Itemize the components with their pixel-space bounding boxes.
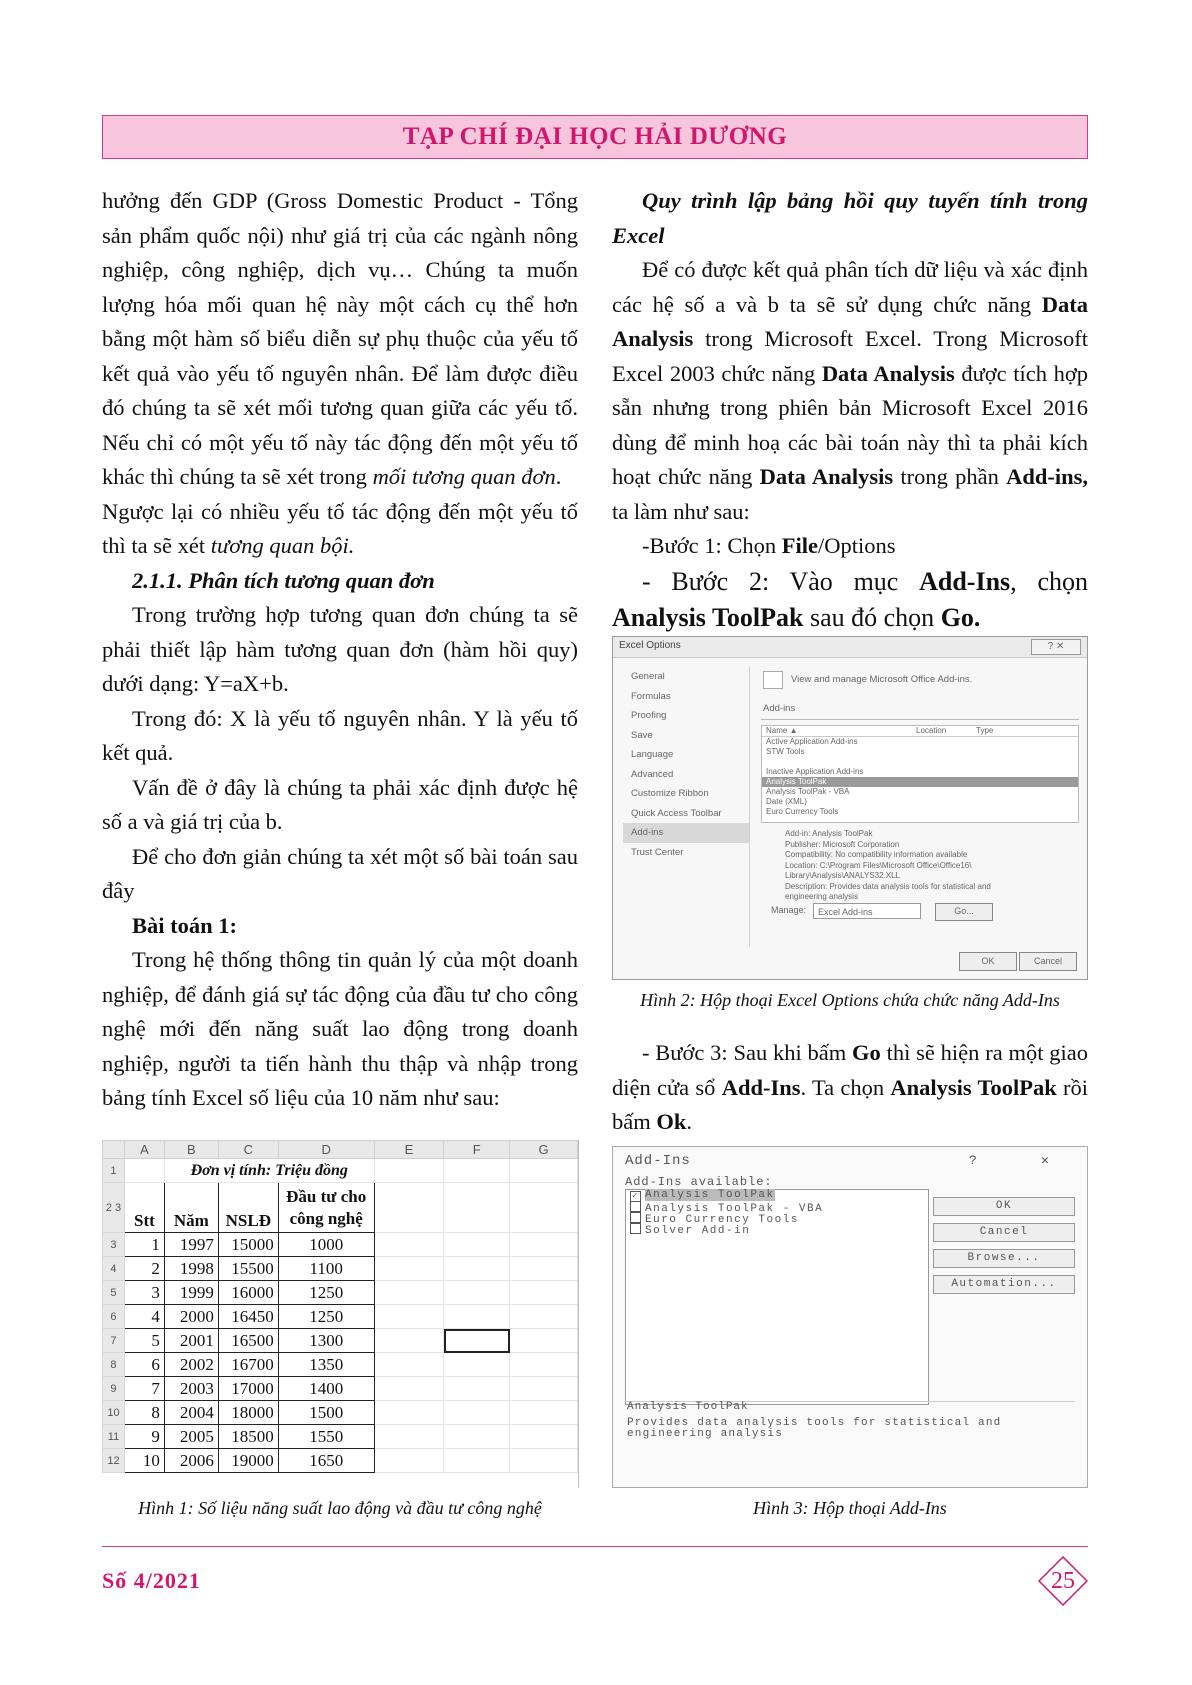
header-nsld: NSLĐ: [218, 1183, 278, 1233]
column-letter: D: [278, 1141, 374, 1159]
list-item[interactable]: Date (XML): [766, 797, 807, 806]
cell-investment: 1250: [278, 1281, 374, 1305]
addins-panel: [761, 669, 1079, 971]
cell: [444, 1353, 510, 1377]
cell-year: 2006: [164, 1449, 218, 1473]
row-number: 1: [103, 1159, 125, 1183]
cell: [374, 1159, 444, 1183]
cell: [510, 1401, 578, 1425]
info-line: Description: Provides data analysis tools for statistical and: [785, 881, 991, 891]
addin-label: Solver Add-in: [645, 1225, 751, 1237]
cell-stt: 5: [124, 1329, 164, 1353]
cell-nsld: 16500: [218, 1329, 278, 1353]
row-number: 10: [103, 1401, 125, 1425]
table-row: [103, 1281, 578, 1305]
problem-heading: Bài toán 1:: [132, 912, 238, 938]
cell-investment: 1300: [278, 1329, 374, 1353]
cell-investment: 1650: [278, 1449, 374, 1473]
manage-label: Manage:: [771, 905, 807, 915]
cell-investment: 1500: [278, 1401, 374, 1425]
table-row: [103, 1257, 578, 1281]
cell: [510, 1183, 578, 1233]
cell-investment: 1100: [278, 1257, 374, 1281]
cell-stt: 7: [124, 1377, 164, 1401]
cell-nsld: 18000: [218, 1401, 278, 1425]
cell: [444, 1449, 510, 1473]
paragraph: Trong hệ thống thông tin quản lý của một doanh nghiệp, để đánh giá sự tác động của đầu tư cho công nghệ mới đến năng suất lao động trong doanh nghiệp, người ta tiến hành thu thập và nhập trong bảng tính Excel số liệu của 10 năm như sau:: [102, 947, 578, 1110]
cell: [510, 1257, 578, 1281]
info-line: Location: C:\Program Files\Microsoft Office\Office16\: [785, 860, 972, 870]
section-label: Add-ins: [761, 703, 1079, 720]
paragraph: hưởng đến GDP (Gross Domestic Product - Tổng sản phẩm quốc nội) như giá trị của các ngành nông nghiệp, công nghiệp, dịch vụ… Chúng ta muốn lượng hóa mối quan hệ này một cách cụ thể hơn bằng một hàm số biểu diễn sự phụ thuộc của yếu tố kết quả vào yếu tố nguyên nhân. Để làm được điều đó chúng ta sẽ xét mối tương quan giữa các yếu tố. Nếu chỉ có một yếu tố này tác động đến một yếu tố khác thì chúng ta sẽ xét trong mối tương quan đơn.: [102, 188, 578, 489]
cell: [124, 1159, 164, 1183]
header-stt: Stt: [124, 1183, 164, 1233]
cell: [510, 1159, 578, 1183]
column-letter: B: [164, 1141, 218, 1159]
addins-available-list[interactable]: [625, 1189, 929, 1405]
cell-nsld: 17000: [218, 1377, 278, 1401]
options-nav: [623, 667, 750, 947]
unit-label: Đơn vị tính: Triệu đồng: [164, 1159, 374, 1183]
checkbox[interactable]: [630, 1212, 641, 1223]
section-heading: 2.1.1. Phân tích tương quan đơn: [132, 567, 435, 593]
step-1: -Bước 1: Chọn File/Options: [642, 533, 896, 558]
figure-2-caption: Hình 2: Hộp thoại Excel Options chứa chức năng Add-Ins: [640, 990, 1060, 1010]
cell-year: 2004: [164, 1401, 218, 1425]
table-row: [103, 1377, 578, 1401]
description-group: [625, 1401, 1075, 1479]
checkbox[interactable]: [630, 1201, 641, 1212]
cell-investment: 1400: [278, 1377, 374, 1401]
column-letter: E: [374, 1141, 444, 1159]
available-label: Add-Ins available:: [625, 1175, 773, 1189]
list-item[interactable]: Inactive Application Add-ins: [766, 767, 864, 776]
header-row: [103, 1183, 578, 1233]
cell: [444, 1183, 510, 1233]
figure-1-spreadsheet: [102, 1140, 579, 1488]
cell-nsld: 19000: [218, 1449, 278, 1473]
panel-description: View and manage Microsoft Office Add-ins.: [791, 674, 973, 685]
cell: [374, 1329, 444, 1353]
addin-label: Analysis ToolPak: [645, 1189, 775, 1201]
cell: [374, 1353, 444, 1377]
list-item[interactable]: STW Tools: [766, 747, 805, 756]
row-number: 8: [103, 1353, 125, 1377]
list-item[interactable]: Active Application Add-ins: [766, 737, 858, 746]
cell-stt: 10: [124, 1449, 164, 1473]
cell: [444, 1233, 510, 1257]
close-icon[interactable]: ✕: [1041, 1153, 1049, 1168]
cell: [444, 1159, 510, 1183]
cell: [374, 1305, 444, 1329]
figure-2-excel-options-dialog: [612, 636, 1088, 980]
cancel-button[interactable]: Cancel: [933, 1223, 1075, 1242]
cell: [374, 1281, 444, 1305]
row-number: 7: [103, 1329, 125, 1353]
issue-number: Số 4/2021: [102, 1568, 201, 1593]
cell: [510, 1305, 578, 1329]
journal-title: TẠP CHÍ ĐẠI HỌC HẢI DƯƠNG: [402, 123, 788, 150]
addin-item[interactable]: [626, 1190, 928, 1201]
cell: [374, 1449, 444, 1473]
figure-3-addins-dialog: [612, 1146, 1088, 1488]
cell: [444, 1281, 510, 1305]
cell: [510, 1329, 578, 1353]
journal-header: [102, 115, 1088, 159]
cell: [374, 1377, 444, 1401]
cell-stt: 1: [124, 1233, 164, 1257]
section-heading: Quy trình lập bảng hồi quy tuyến tính trong Excel: [612, 188, 1088, 248]
addins-list[interactable]: [761, 725, 1079, 823]
column-letter: F: [444, 1141, 510, 1159]
cell-nsld: 16000: [218, 1281, 278, 1305]
list-item[interactable]: Euro Currency Tools: [766, 807, 839, 816]
row-number: 6: [103, 1305, 125, 1329]
step-2: - Bước 2: Vào mục Add-Ins, chọn Analysis ToolPak sau đó chọn Go.: [612, 566, 1088, 632]
paragraph: Để cho đơn giản chúng ta xét một số bài toán sau đây: [102, 843, 578, 903]
figure-1-caption: Hình 1: Số liệu năng suất lao động và đầu tư công nghệ: [138, 1498, 542, 1518]
paragraph: Để có được kết quả phân tích dữ liệu và xác định các hệ số a và b ta sẽ sử dụng chức năng Data Analysis trong Microsoft Excel. Trong Microsoft Excel 2003 chức năng Data Analysis được tích hợp sẵn nhưng trong phiên bản Microsoft Excel 2016 dùng để minh hoạ các bài toán này thì ta phải kích hoạt chức năng Data Analysis trong phần Add-ins, ta làm như sau:: [612, 257, 1088, 524]
row-number: 11: [103, 1425, 125, 1449]
ok-button[interactable]: OK: [959, 952, 1017, 971]
row-number: 4: [103, 1257, 125, 1281]
manage-select[interactable]: Excel Add-ins: [813, 903, 921, 919]
row-number: 3: [103, 1233, 125, 1257]
table-row: [103, 1353, 578, 1377]
table-row: [103, 1425, 578, 1449]
cell-stt: 8: [124, 1401, 164, 1425]
unit-row: [103, 1159, 578, 1183]
selected-cell: [444, 1329, 510, 1353]
spreadsheet-grid: [102, 1140, 578, 1473]
nav-item[interactable]: Add-ins: [623, 823, 749, 843]
paragraph: Trong trường hợp tương quan đơn chúng ta sẽ phải thiết lập hàm tương quan đơn (hàm hồi quy) dưới dạng: Y=aX+b.: [102, 602, 578, 696]
column-letter: G: [510, 1141, 578, 1159]
dialog-title: Add-Ins: [625, 1153, 691, 1169]
cell-year: 1997: [164, 1233, 218, 1257]
cell-year: 2003: [164, 1377, 218, 1401]
right-column-continued: [612, 1036, 1088, 1140]
corner-cell: [103, 1141, 125, 1159]
cell: [374, 1233, 444, 1257]
cell-stt: 2: [124, 1257, 164, 1281]
cell: [510, 1377, 578, 1401]
cell: [510, 1425, 578, 1449]
header-dautu: Đầu tư cho công nghệ: [278, 1183, 374, 1233]
info-line: engineering analysis: [785, 892, 858, 901]
addin-item[interactable]: [626, 1212, 928, 1226]
row-number: 5: [103, 1281, 125, 1305]
cell-nsld: 16700: [218, 1353, 278, 1377]
title-bar: [613, 637, 1087, 658]
cell-stt: 4: [124, 1305, 164, 1329]
column-letter: A: [124, 1141, 164, 1159]
list-item[interactable]: [762, 757, 1078, 767]
table-row: [103, 1329, 578, 1353]
cell-nsld: 18500: [218, 1425, 278, 1449]
group-description: Provides data analysis tools for statistical and engineering analysis: [627, 1417, 1002, 1440]
table-row: [103, 1449, 578, 1473]
page-number: 25: [1051, 1568, 1075, 1594]
page-number-badge: [1038, 1556, 1088, 1606]
row-number: 2 3: [103, 1183, 125, 1233]
nav-item[interactable]: Quick Access Toolbar: [631, 807, 722, 819]
cell: [374, 1401, 444, 1425]
paragraph: Vấn đề ở đây là chúng ta phải xác định được hệ số a và giá trị của b.: [102, 774, 578, 834]
close-icon[interactable]: ? ✕: [1031, 639, 1081, 655]
right-column: [612, 184, 1088, 636]
cell-year: 1999: [164, 1281, 218, 1305]
automation-button[interactable]: Automation...: [933, 1275, 1075, 1294]
cell-investment: 1550: [278, 1425, 374, 1449]
row-number: 12: [103, 1449, 125, 1473]
addin-label: Analysis ToolPak - VBA: [645, 1203, 824, 1215]
figure-3-caption: Hình 3: Hộp thoại Add-Ins: [753, 1498, 947, 1518]
cell-nsld: 15000: [218, 1233, 278, 1257]
cell-stt: 9: [124, 1425, 164, 1449]
dialog-title: Excel Options: [619, 640, 681, 651]
cell: [444, 1401, 510, 1425]
ok-button[interactable]: OK: [933, 1197, 1075, 1216]
row-number: 9: [103, 1377, 125, 1401]
addin-label: Euro Currency Tools: [645, 1214, 799, 1226]
left-column: [102, 184, 578, 1116]
list-header: Name ▲ Location Type: [762, 726, 1078, 737]
go-button[interactable]: Go...: [935, 903, 993, 921]
cell-nsld: 16450: [218, 1305, 278, 1329]
list-item[interactable]: Analysis ToolPak - VBA: [766, 787, 850, 796]
cell: [510, 1233, 578, 1257]
footer-divider: [102, 1546, 1088, 1547]
paragraph: Ngược lại có nhiều yếu tố tác động đến một yếu tố thì ta sẽ xét tương quan bội.: [102, 498, 578, 558]
step-3: - Bước 3: Sau khi bấm Go thì sẽ hiện ra một giao diện cửa sổ Add-Ins. Ta chọn Analysis ToolPak rồi bấm Ok.: [612, 1040, 1089, 1134]
nav-item[interactable]: General: [631, 671, 665, 682]
table-row: [103, 1305, 578, 1329]
group-title: Analysis ToolPak: [627, 1401, 749, 1413]
cell-investment: 1250: [278, 1305, 374, 1329]
info-line: Library\Analysis\ANALYS32.XLL: [785, 871, 901, 880]
cell-year: 1998: [164, 1257, 218, 1281]
info-line: Add-in: Analysis ToolPak: [785, 829, 873, 838]
nav-item[interactable]: Proofing: [631, 710, 667, 721]
cell-year: 2002: [164, 1353, 218, 1377]
cell: [444, 1257, 510, 1281]
checkbox[interactable]: ✓: [630, 1191, 641, 1202]
browse-button[interactable]: Browse...: [933, 1249, 1075, 1268]
cell: [510, 1449, 578, 1473]
nav-item[interactable]: Trust Center: [631, 846, 684, 858]
cell-investment: 1000: [278, 1233, 374, 1257]
checkbox[interactable]: [630, 1223, 641, 1234]
cell: [510, 1353, 578, 1377]
table-row: [103, 1401, 578, 1425]
addin-info: [785, 829, 1079, 903]
paragraph: Trong đó: X là yếu tố nguyên nhân. Y là yếu tố kết quả.: [102, 705, 578, 765]
cell: [374, 1425, 444, 1449]
cell-year: 2000: [164, 1305, 218, 1329]
help-icon[interactable]: ?: [969, 1153, 977, 1168]
cell: [444, 1425, 510, 1449]
cell-investment: 1350: [278, 1353, 374, 1377]
nav-item[interactable]: Formulas: [631, 690, 671, 702]
nav-item[interactable]: Customize Ribbon: [631, 788, 709, 799]
table-row: [103, 1233, 578, 1257]
header-nam: Năm: [164, 1183, 218, 1233]
list-item[interactable]: Analysis ToolPak: [762, 777, 1078, 787]
addin-item[interactable]: [626, 1201, 928, 1215]
nav-item[interactable]: Language: [631, 749, 674, 760]
column-header-row: [103, 1141, 578, 1159]
column-letter: C: [218, 1141, 278, 1159]
cancel-button[interactable]: Cancel: [1019, 952, 1077, 971]
cell: [510, 1281, 578, 1305]
info-line: Compatibility: No compatibility information available: [785, 850, 968, 859]
cell-year: 2001: [164, 1329, 218, 1353]
cell-stt: 3: [124, 1281, 164, 1305]
cell: [374, 1257, 444, 1281]
cell: [374, 1183, 444, 1233]
cell: [444, 1305, 510, 1329]
cell: [444, 1377, 510, 1401]
cell-nsld: 15500: [218, 1257, 278, 1281]
cell-stt: 6: [124, 1353, 164, 1377]
nav-item[interactable]: Save: [631, 729, 653, 741]
info-line: Publisher: Microsoft Corporation: [785, 839, 900, 849]
cell-year: 2005: [164, 1425, 218, 1449]
nav-item[interactable]: Advanced: [631, 768, 674, 780]
